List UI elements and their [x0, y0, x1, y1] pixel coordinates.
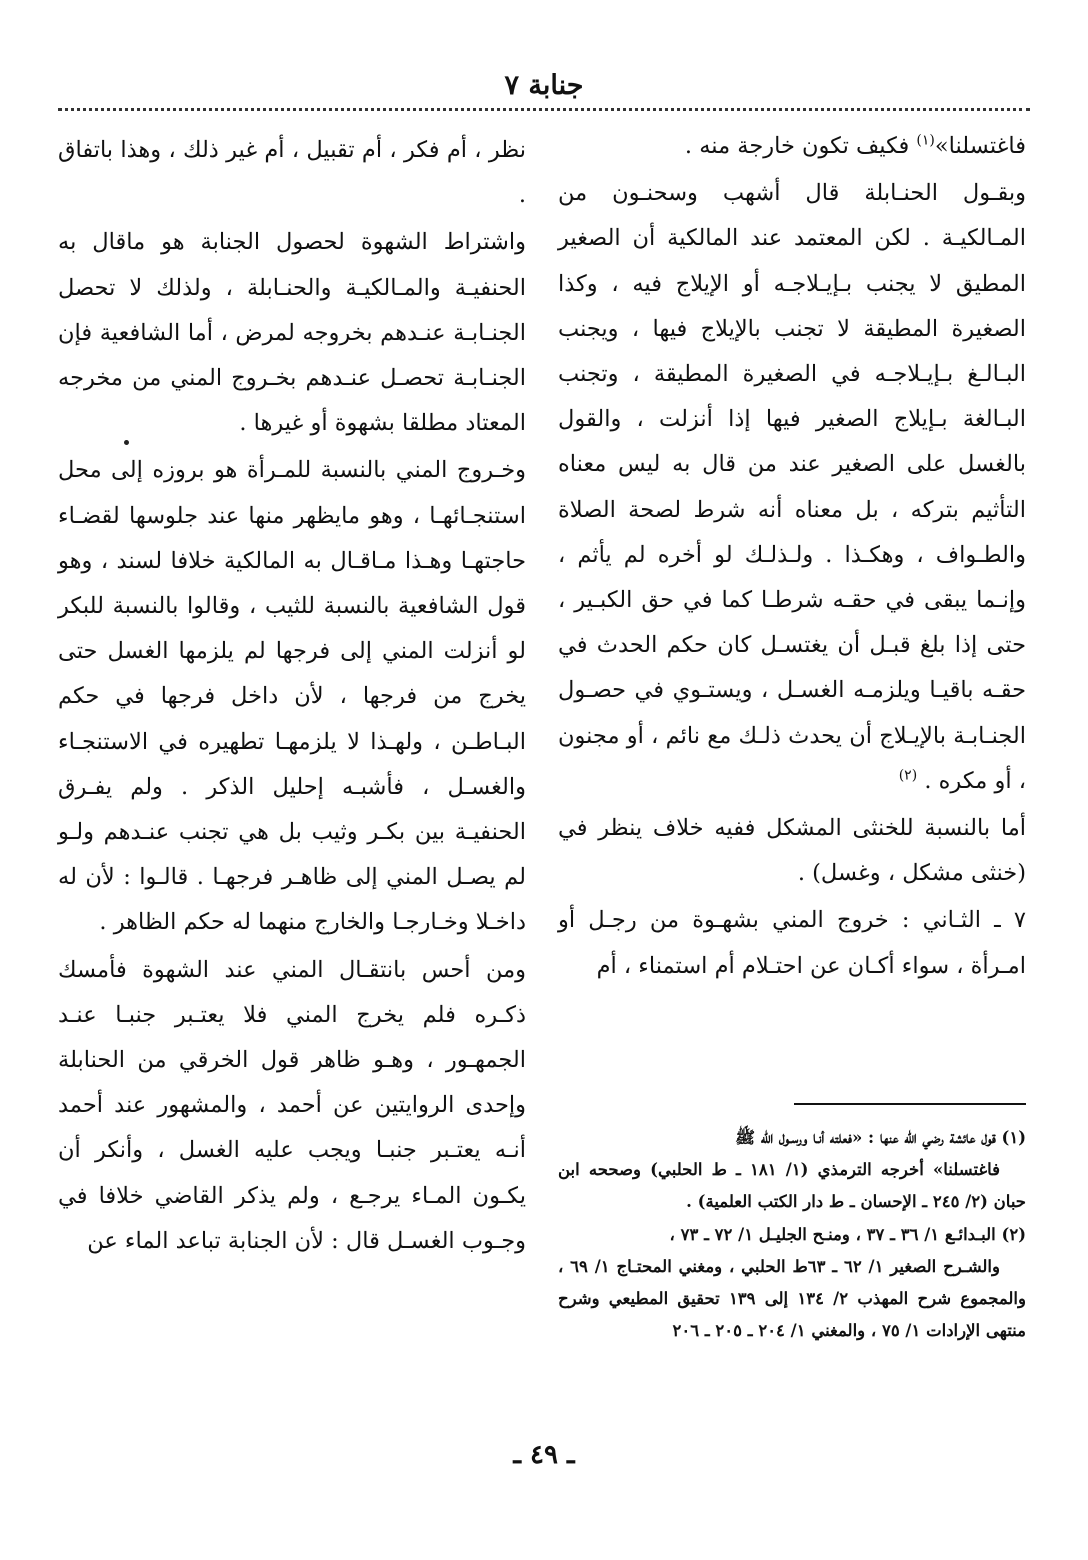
paragraph-text: فاغتسلنا»: [934, 133, 1026, 159]
footnote-reference: (٢): [898, 767, 918, 784]
paragraph: ٧ ـ الثـاني : خروج المني بشهـوة من رجـل أو امـرأة ، سواء أكـان عن احتـلام أم استمناء ، أم: [558, 907, 1026, 979]
paragraph: [558, 124, 1026, 169]
footnote-line: فاغتسلنا» أخرجه الترمذي (١/ ١٨١ ـ ط الحلبي) وصححه ابن حبان (٢/ ٢٤٥ ـ الإحسان ـ ط دار الكتب العلمية) .: [558, 1160, 1026, 1212]
footnote-line: (١) قول عائشة رضي الله عنها : «فعلته أنـا ورسـول الله ﷺ: [735, 1128, 1026, 1147]
footnote: [558, 1219, 1026, 1348]
footnote: [558, 1122, 1026, 1219]
paragraph-text: فكيف تكون خارجة منه .: [684, 133, 917, 159]
right-column: [558, 124, 1026, 989]
paragraph: وخـروج المني بالنسبة للمـرأة هو بروزه إلى محل استنجـائهـا ، وهو مايظهر منها عند جلوسها لقضـاء حاجتهـا وهـذا مـاقـال به المالكية خلافا لسند ، وهو قول الشافعية بالنسبة للثيب ، وقالوا بالنسبة للبكر لو أنزلت المني إلى فرجها لم يلزمها الغسل حتى يخرج من فرجها ، لأن داخل فرجها في حكم البـاطـن ، ولهـذا لا يلزمهـا تطهيره في الاستنجـاء والغسـل ، فأشبـه إحليل الذكر . ولم يفـرق الحنفيـة بين بكـر وثيب بل هي تجنب عنـدهم ولـو لم يصـل المني إلى ظاهـر فرجهـا . قالـوا : لأن له داخـلا وخـارجـا والخارج منهما له حكم الظاهر .: [58, 457, 526, 936]
footnotes: [558, 1122, 1026, 1347]
paragraph: ومن أحس بانتقـال المني عند الشهوة فأمسك ذكـره فلم يخرج المني فلا يعتـبر جنبـا عنـد الجمهـور ، وهـو ظاهر قول الخرقي من الحنابلة وإحدى الروايتين عن أحمد ، والمشهور عند أحمد أنـه يعتـبر جنبـا ويجب عليه الغسل ، وأنكر أن يكـون المـاء يرجـع ، ولم يذكر القاضي خلافا في وجـوب الغسـل قال : لأن الجنابة تباعد الماء عن: [58, 956, 526, 1254]
header-dotted-rule: [58, 108, 1030, 111]
footnote-reference: (١): [916, 132, 935, 149]
paragraph: [558, 171, 1026, 804]
left-column: [58, 128, 526, 1264]
footnote-line: (٢) البـدائـع ١/ ٣٦ ـ ٣٧ ، ومنـح الجليـل ١/ ٧٢ ـ ٧٣ ،: [669, 1224, 1026, 1244]
page-number: ـ ٤٩ ـ: [513, 1440, 575, 1470]
footnote-line: والشـرح الصغير ١/ ٦٢ ـ ٦٣ط الحلبي ، ومغني المحتـاج ١/ ٦٩ ، والمجموع شرح المهذب ٢/ ١٣٤ إلى ١٣٩ تحقيق المطيعي وشرح منتهى الإرادات ١/ ٧٥ ، والمغني ١/ ٢٠٤ ـ ٢٠٥ ـ ٢٠٦: [558, 1256, 1026, 1341]
ink-dot: [124, 440, 129, 445]
paragraph: واشتراط الشهوة لحصول الجنابة هو ماقال به الحنفيـة والمـالكيـة والحنـابلة ، ولذلك لا تحصل الجنـابـة عنـدهم بخروجه لمرض ، أما الشافعية فإن الجنـابـة تحصـل عنـدهم بخـروج المني من مخرجه المعتاد مطلقا بشهوة أو غيرها .: [58, 229, 526, 437]
page-title: جنابة ٧: [504, 70, 584, 101]
paragraph-text: وبقـول الحنـابلة قال أشهب وسحنـون من المـالكيـة . لكن المعتمد عند المالكية أن الصغير المطيق لا يجنب بـإيـلاجـه أو الإيلاج فيه ، وكذا الصغيرة المطيقة لا تجنب بالإيلاج فيها ، ويجنب البـالـغ بـإيـلاجـه في الصغيرة المطيقة ، وتجنب البـالغة بـإيلاج الصغير فيها إذا أنزلت ، والقول بالغسل على الصغير عند من قال به ليس معناه التأثيم بتركه ، بل معناه أنه شرط لصحة الصلاة والطـواف ، وهكـذا . ولـذلـك لو أخره لم يأثم ، وإنـما يبقى في حقـه شرطـا كما في حق الكبـير ، حتى إذا بلغ قبـل أن يغتسـل كان حكم الحدث في حقـه باقيـا ويلزمـه الغسـل ، ويستـوي في حصـول الجنـابـة بالإيـلاج أن يحدث ذلـك مع نائم ، أو مجنون ، أو مكره .: [558, 180, 1026, 794]
paragraph: نظر ، أم فكر ، أم تقبيل ، أم غير ذلك ، وهذا باتفاق .: [58, 137, 526, 209]
footnote-separator: [794, 1103, 1026, 1105]
paragraph: أما بالنسبة للخنثى المشكل ففيه خلاف ينظر في (خنثى مشكل ، وغسل) .: [558, 815, 1026, 887]
